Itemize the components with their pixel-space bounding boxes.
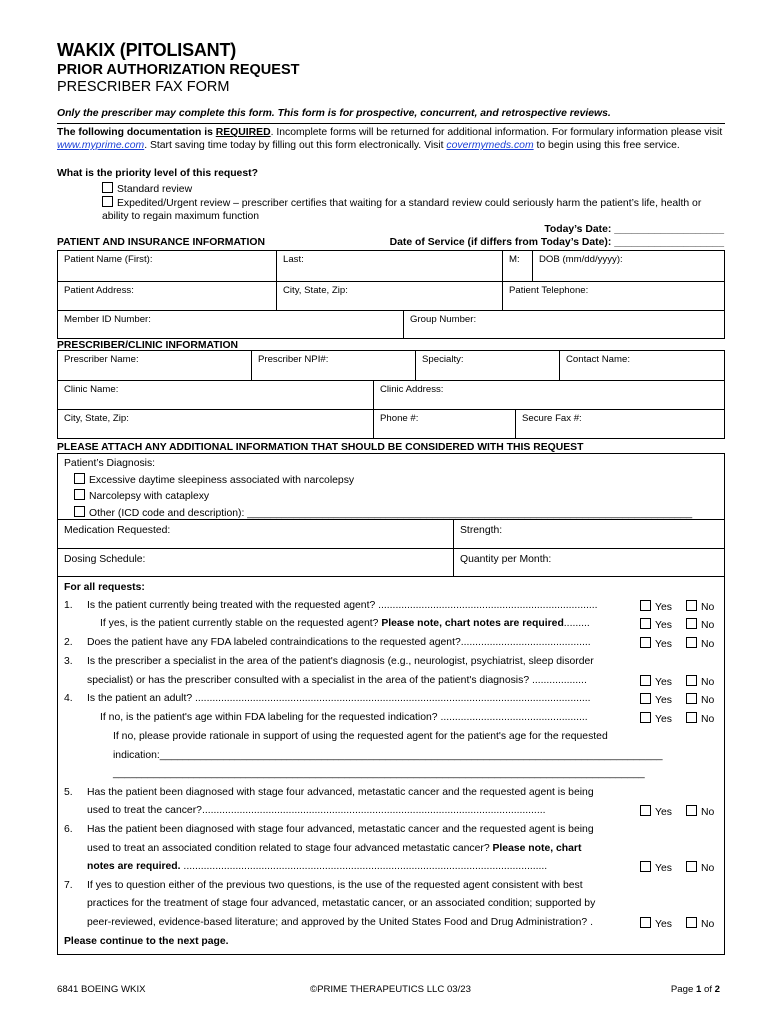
patient-mi-field[interactable] [503,251,533,282]
q3-no-option[interactable] [686,675,714,688]
q1a-no-label: No [701,620,715,631]
clinic-name-field[interactable] [58,381,374,410]
q3-yes-option[interactable] [640,675,672,688]
q1-no-label: No [701,602,715,613]
q6-line2-prefix: used to treat an associated condition related to stage four advanced metastatic cancer? [87,843,493,854]
contact-name-label: Contact Name: [566,354,630,365]
form-subtitle: PRESCRIBER FAX FORM [57,79,230,95]
patient-last-name-field[interactable] [277,251,503,282]
q6-yes-option[interactable] [640,861,672,874]
q1a-no-option[interactable] [686,618,714,631]
q5-text-line2: used to treat the cancer?....................................................................................................................... [87,805,546,816]
patient-telephone-field[interactable] [503,282,724,311]
prescriber-npi-field[interactable] [252,351,416,381]
standard-review-option[interactable] [102,182,192,196]
footer-page-number [671,984,720,995]
dx2-label: Narcolepsy with cataplexy [89,491,210,502]
prescriber-npi-label: Prescriber NPI#: [258,354,329,365]
group-number-label: Group Number: [410,314,477,325]
q4-yes-label: Yes [655,695,672,706]
additional-info-section-title: PLEASE ATTACH ANY ADDITIONAL INFORMATION THAT SHOULD BE CONSIDERED WITH THIS REQUEST [57,442,584,453]
q4b-text-line1: If no, please provide rationale in support of using the requested agent for the patient's age for the requested [113,731,608,742]
clinic-name-label: Clinic Name: [64,384,119,395]
patient-address-field[interactable] [58,282,277,311]
q1a-no-checkbox[interactable] [686,618,697,629]
standard-review-label: Standard review [117,184,193,195]
form-lead-text: Only the prescriber may complete this form. This form is for prospective, concurrent, and retrospective reviews. [57,108,611,119]
q2-yes-option[interactable] [640,637,672,650]
expedited-review-label: Expedited/Urgent review – prescriber certifies that waiting for a standard review could seriously harm the patient’s life, health or ability to regain maximum function [102,198,702,222]
patient-first-name-field[interactable] [58,251,277,282]
q2-yes-label: Yes [655,639,672,650]
secure-fax-label: Secure Fax #: [522,413,582,424]
dx1-label: Excessive daytime sleepiness associated with narcolepsy [89,474,355,486]
member-id-label: Member ID Number: [64,314,151,325]
medication-requested-label: Medication Requested: [64,525,171,536]
intro-paragraph [57,126,727,152]
todays-date-field[interactable]: Today’s Date: ___________________ [544,224,724,235]
expedited-review-option[interactable] [102,196,727,223]
patient-mi-label: M: [509,254,520,265]
q7-yes-checkbox[interactable] [640,917,651,928]
q2-no-checkbox[interactable] [686,637,697,648]
q1a-bold: Please note, chart notes are required [381,618,564,629]
doc-required-prefix: The following documentation is [57,127,216,138]
dosing-schedule-field[interactable] [58,549,454,576]
prescriber-city-state-zip-field[interactable] [58,410,374,438]
q2-text: Does the patient have any FDA labeled contraindications to the requested agent?............................................. [87,637,591,648]
strength-field[interactable] [454,520,724,549]
q4a-text: If no, is the patient's age within FDA labeling for the requested indication? ................................................... [100,712,588,723]
diagnosis-label: Patient’s Diagnosis: [64,458,156,469]
q1a-yes-label: Yes [655,620,672,631]
q5-text-line1: Has the patient been diagnosed with stage four advanced, metastatic cancer and the requested agent is being [87,787,594,798]
q4-no-checkbox[interactable] [686,693,697,704]
myprime-link[interactable]: www.myprime.com [57,140,145,151]
prescriber-section-title: PRESCRIBER/CLINIC INFORMATION [57,340,239,351]
form-drug-title: WAKIX (PITOLISANT) [57,40,237,60]
q2-yes-checkbox[interactable] [640,637,651,648]
q1a-dots: ......... [563,618,590,629]
patient-dob-field[interactable] [533,251,724,282]
page-prefix: Page [670,984,696,995]
group-number-field[interactable] [404,311,724,338]
patient-section-title: PATIENT AND INSURANCE INFORMATION [57,237,265,248]
q4a-yes-label: Yes [655,714,672,725]
q7-number: 7. [64,880,73,891]
q7-yes-label: Yes [655,919,672,930]
q2-no-label: No [701,639,715,650]
page-current: 1 [695,984,702,995]
q6-no-checkbox[interactable] [686,861,697,872]
q7-text-line3: peer-reviewed, evidence-based literature; and approved by the United States Food and Drug Administration? . [87,917,593,928]
q5-no-option[interactable] [686,805,714,818]
header-rule [57,123,725,124]
q1a-yes-option[interactable] [640,618,672,631]
q5-no-checkbox[interactable] [686,805,697,816]
q4-text: Is the patient an adult? ......................................................................................................................................... [87,693,591,704]
q1-number: 1. [64,600,73,611]
dx2-checkbox[interactable] [74,489,85,500]
q4a-yes-option[interactable] [640,712,672,725]
q4a-no-checkbox[interactable] [686,712,697,723]
patient-dob-label: DOB (mm/dd/yyyy): [539,254,623,265]
q5-no-label: No [701,807,715,818]
doc-required-word: REQUIRED [215,127,271,138]
q3-yes-checkbox[interactable] [640,675,651,686]
dx1-option[interactable] [64,473,718,490]
q7-text-line2: practices for the treatment of stage four advanced, metastatic cancer, or an associated condition; supported by [87,898,596,909]
q6-yes-checkbox[interactable] [640,861,651,872]
q4b-rationale-field[interactable]: indication:_______________________________________________________________________________________ [113,750,663,761]
date-of-service-field[interactable]: Date of Service (if differs from Today’s Date): ___________________ [389,237,724,248]
prescriber-specialty-label: Specialty: [422,354,464,365]
patient-address-label: Patient Address: [64,285,134,296]
q4-yes-option[interactable] [640,693,672,706]
form-title: PRIOR AUTHORIZATION REQUEST [57,62,300,78]
q7-text-line1: If yes to question either of the previous two questions, is the use of the requested agent consistent with best [87,880,583,891]
patient-first-name-label: Patient Name (First): [64,254,153,265]
patient-info-table [57,250,725,339]
q1-yes-label: Yes [655,602,672,613]
q6-no-option[interactable] [686,861,714,874]
q5-yes-option[interactable] [640,805,672,818]
prescriber-phone-field[interactable] [374,410,516,438]
patient-city-state-zip-label: City, State, Zip: [283,285,348,296]
q5-number: 5. [64,787,73,798]
covermymeds-link[interactable]: covermymeds.com [446,140,534,151]
q4a-yes-checkbox[interactable] [640,712,651,723]
q4-number: 4. [64,693,73,704]
q6-text-line3 [87,861,547,872]
patient-telephone-label: Patient Telephone: [509,285,589,296]
prescriber-specialty-field[interactable] [416,351,560,381]
q6-line2-bold: Please note, chart [492,843,582,854]
q4-yes-checkbox[interactable] [640,693,651,704]
expedited-review-checkbox[interactable] [102,196,113,207]
q5-yes-label: Yes [655,807,672,818]
q1a-prefix: If yes, is the patient currently stable on the requested agent? [100,618,382,629]
q1-no-option[interactable] [686,600,714,613]
q1-yes-checkbox[interactable] [640,600,651,611]
q4-no-option[interactable] [686,693,714,706]
quantity-per-month-label: Quantity per Month: [460,554,552,565]
intro-end-text: to begin using this free service. [533,140,680,151]
q1a-yes-checkbox[interactable] [640,618,651,629]
member-id-field[interactable] [58,311,404,338]
dx1-checkbox[interactable] [74,473,85,484]
q2-number: 2. [64,637,73,648]
q3-text-line2: specialist) or has the prescriber consulted with a specialist in the area of the patient's diagnosis? ................... [87,675,587,686]
q3-number: 3. [64,656,73,667]
priority-question: What is the priority level of this request? [57,168,258,179]
dosing-schedule-label: Dosing Schedule: [64,554,146,565]
medication-requested-field[interactable] [58,520,454,549]
footer-copyright: ©PRIME THERAPEUTICS LLC 03/23 [310,984,471,995]
patient-city-state-zip-field[interactable] [277,282,503,311]
q4-no-label: No [701,695,715,706]
dx3-checkbox[interactable] [74,506,85,517]
q3-no-label: No [701,677,715,688]
q2-no-option[interactable] [686,637,714,650]
q6-number: 6. [64,824,73,835]
q6-text-line1: Has the patient been diagnosed with stage four advanced, metastatic cancer and the requested agent is being [87,824,594,835]
q7-no-label: No [701,919,715,930]
prescriber-phone-label: Phone #: [380,413,419,424]
q7-yes-option[interactable] [640,917,672,930]
q1a-text [100,618,590,629]
q6-line3-dots: .............................................................................................................................. [180,861,548,872]
contact-name-field[interactable] [560,351,724,381]
prescriber-name-field[interactable] [58,351,252,381]
q1-text: Is the patient currently being treated with the requested agent? ............................................................................ [87,600,598,611]
q3-text-line1: Is the prescriber a specialist in the area of the patient's diagnosis (e.g., neurologist, psychiatrist, sleep disorder [87,656,594,667]
dx3-label: Other (ICD code and description): _____________________________________________________________________________ [89,507,693,519]
continue-next-page: Please continue to the next page. [64,936,229,947]
quantity-per-month-field[interactable] [454,549,724,576]
q1-yes-option[interactable] [640,600,672,613]
q6-text-line2 [87,843,581,854]
prescriber-info-table [57,350,725,439]
page-total: 2 [714,984,720,995]
intro-mid-text: . Start saving time today by filling out this form electronically. Visit [144,140,447,151]
diagnosis-section [58,454,724,520]
secure-fax-field[interactable] [516,410,724,438]
patient-last-name-label: Last: [283,254,304,265]
dx2-option[interactable] [64,489,718,506]
for-all-requests-heading: For all requests: [64,582,145,593]
prescriber-name-label: Prescriber Name: [64,354,139,365]
clinic-address-label: Clinic Address: [380,384,444,395]
q6-line3-bold: notes are required. [87,861,181,872]
footer-form-code: 6841 BOEING WKIX [57,984,146,995]
q1-no-checkbox[interactable] [686,600,697,611]
doc-required-suffix: . Incomplete forms will be returned for additional information. For formulary information please visit [270,127,723,138]
q5-yes-checkbox[interactable] [640,805,651,816]
q4a-no-label: No [701,714,715,725]
page-of: of [701,984,715,995]
q4b-rationale-field-line2[interactable]: ____________________________________________________________________________________________ [113,768,645,779]
strength-label: Strength: [460,525,503,536]
q6-yes-label: Yes [655,863,672,874]
q3-yes-label: Yes [655,677,672,688]
q4a-no-option[interactable] [686,712,714,725]
q6-no-label: No [701,863,715,874]
standard-review-checkbox[interactable] [102,182,113,193]
q7-no-option[interactable] [686,917,714,930]
q7-no-checkbox[interactable] [686,917,697,928]
clinic-address-field[interactable] [374,381,724,410]
q3-no-checkbox[interactable] [686,675,697,686]
prescriber-city-state-zip-label: City, State, Zip: [64,413,129,424]
diagnosis-medication-table [57,453,725,577]
